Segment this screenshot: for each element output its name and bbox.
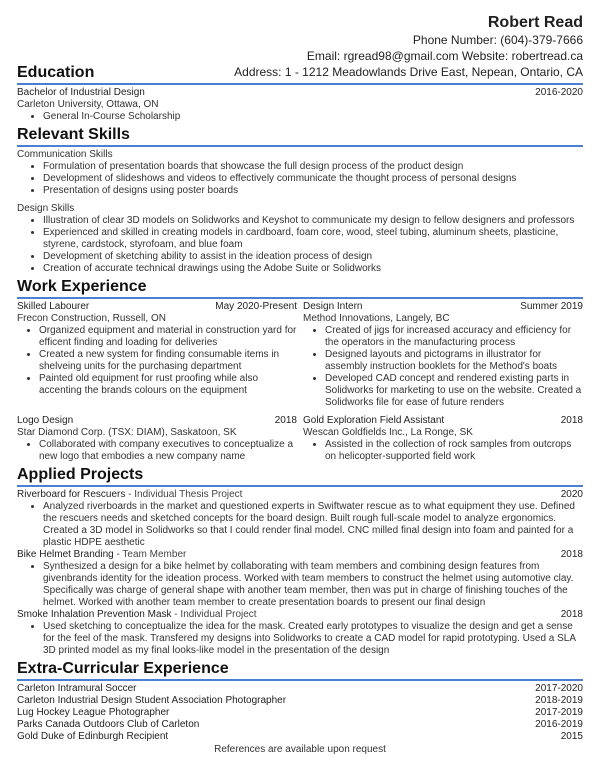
skill-bullet: • Formulation of presentation boards that showcase the full design process of the product design <box>43 161 583 173</box>
job-company: Wescan Goldfields Inc., La Ronge, SK <box>303 427 473 438</box>
education-section <box>17 87 583 123</box>
project-dates: 2018 <box>560 549 583 560</box>
references-note: References are available upon request <box>214 744 386 755</box>
section-divider <box>17 145 583 147</box>
extra-label: Gold Duke of Edinburgh Recipient <box>17 731 169 742</box>
extra-item <box>17 719 583 731</box>
extra-dates: 2015 <box>560 731 583 742</box>
project-bullet: • Analyzed riverboards in the market and questioned experts in Swiftwater rescue as to what equipment they use. Defined the rescuers needs and sketched concepts for the board design. Built rough full-scale model to analyze ergonomics. Created a 3D model in Solidworks so that I could render final model. CNC milled final design into foam and painted for a plastic HDPE aesthetic <box>43 501 583 549</box>
job-company: Frecon Construction, Russell, ON <box>17 313 166 324</box>
skill-bullet: • Presentation of designs using poster boards <box>43 185 583 197</box>
projects-heading: Applied Projects <box>17 466 144 483</box>
extra-dates: 2017-2019 <box>535 707 583 718</box>
communication-skills-title: Communication Skills <box>17 149 113 160</box>
extra-item <box>17 695 583 707</box>
job-title: Skilled Labourer <box>17 301 90 312</box>
skill-bullet: • Experienced and skilled in creating models in cardboard, foam core, wood, steel tubing, aluminum sheets, plasticine, styrene, cardstock, styrofoam, and blue foam <box>43 227 583 251</box>
job-bullet: • Created a new system for finding consumable items in shelveing units for the purchasing department <box>39 349 297 373</box>
job-company: Method Innovations, Langely, BC <box>303 313 450 324</box>
job-dates: May 2020-Present <box>215 301 297 312</box>
degree: Bachelor of Industrial Design <box>17 87 145 98</box>
project-dates: 2020 <box>560 489 583 500</box>
job-title: Gold Exploration Field Assistant <box>303 415 445 426</box>
degree-dates: 2016-2020 <box>535 87 583 98</box>
skill-bullet: • Creation of accurate technical drawings using the Adobe Suite or Solidworks <box>43 263 583 275</box>
job-bullet: • Painted old equipment for rust proofing while also accenting the brands colours on the equipment <box>39 373 297 397</box>
skill-bullet: • Development of slideshows and videos to effectively communicate the thought process of personal designs <box>43 173 583 185</box>
extra-label: Carleton Intramural Soccer <box>17 683 137 694</box>
project-title: Bike Helmet Branding <box>17 549 114 560</box>
job-title: Logo Design <box>17 415 74 426</box>
extra-dates: 2017-2020 <box>535 683 583 694</box>
section-divider <box>17 83 583 85</box>
skill-bullet: • Development of sketching ability to assist in the ideation process of design <box>43 251 583 263</box>
job-entry <box>17 415 297 463</box>
project-dates: 2018 <box>560 609 583 620</box>
resume-page <box>17 14 583 756</box>
extra-item <box>17 683 583 695</box>
extra-label: Carleton Industrial Design Student Association Photographer <box>17 695 287 706</box>
extra-label: Parks Canada Outdoors Club of Carleton <box>17 719 200 730</box>
education-bullet: • General In-Course Scholarship <box>43 111 583 123</box>
candidate-name: Robert Read <box>487 14 583 31</box>
job-entry <box>17 301 297 409</box>
project-role: - Team Member <box>113 549 187 560</box>
job-bullet: • Developed CAD concept and rendered existing parts in Solidworks for marketing to use on the website. Created a Solidworks file for ease of future renders <box>325 373 583 409</box>
skills-heading: Relevant Skills <box>17 126 130 143</box>
project-title: Smoke Inhalation Prevention Mask <box>17 609 172 620</box>
address-line: Address: 1 - 1212 Meadowlands Drive East, Nepean, Ontario, CA <box>234 65 583 79</box>
job-dates: 2018 <box>560 415 583 426</box>
design-skills-title: Design Skills <box>17 203 75 214</box>
section-divider <box>17 297 583 299</box>
job-entry <box>303 301 583 409</box>
project-title: Riverboard for Rescuers <box>17 489 126 500</box>
project-entry <box>17 489 583 549</box>
extra-dates: 2016-2019 <box>535 719 583 730</box>
extra-item <box>17 707 583 719</box>
project-entry <box>17 609 583 657</box>
school: Carleton University, Ottawa, ON <box>17 99 159 110</box>
section-divider <box>17 679 583 681</box>
project-entry <box>17 549 583 609</box>
job-bullet: • Organized equipment and material in construction yard for efficent finding and loading for deliveries <box>39 325 297 349</box>
project-role: - Individual Thesis Project <box>125 489 243 500</box>
extra-label: Lug Hockey League Photographer <box>17 707 170 718</box>
job-dates: Summer 2019 <box>520 301 583 312</box>
job-bullet: • Collaborated with company executives to conceptualize a new logo that embodies a new company name <box>39 439 297 463</box>
job-title: Design Intern <box>303 301 363 312</box>
project-bullet: • Synthesized a design for a bike helmet by collaborating with team members and combining design features from givenbrands identity for the ideation process. Worked with team members to construct the helmet using automotive clay. Specifically was charge of general shape with another team member, then was put in charge of finishing touches of the helmet. Worked with another team member to create presentation boards to present our final design <box>43 561 583 609</box>
extra-dates: 2018-2019 <box>535 695 583 706</box>
job-company: Star Diamond Corp. (TSX: DIAM), Saskatoon, SK <box>17 427 237 438</box>
contact-block <box>17 14 583 64</box>
skill-bullet: • Illustration of clear 3D models on Solidworks and Keyshot to communicate my design to fellow designers and professors <box>43 215 583 227</box>
phone-line: Phone Number: (604)-379-7666 <box>412 33 583 47</box>
job-dates: 2018 <box>274 415 297 426</box>
job-bullet: • Created of jigs for increased accuracy and efficiency for the operators in the manufacturing process <box>325 325 583 349</box>
education-heading: Education <box>17 64 95 81</box>
job-entry <box>303 415 583 463</box>
project-role: - Individual Project <box>171 609 257 620</box>
project-bullet: • Used sketching to conceptualize the idea for the mask. Created early prototypes to visualize the design and get a sense for the feel of the mask. Transfered my designs into Solidworks to create a CAD model for rapid prototyping. Used a SLA 3D printed model as my final looks-like model in the presentation of the design <box>43 621 583 657</box>
extra-heading: Extra-Curricular Experience <box>17 660 229 677</box>
work-heading: Work Experience <box>17 278 147 295</box>
job-bullet: • Assisted in the collection of rock samples from outcrops on helicopter-supported field work <box>325 439 583 463</box>
extra-item <box>17 731 583 743</box>
email-website-line: Email: rgread98@gmail.com Website: robertread.ca <box>306 49 583 63</box>
job-bullet: • Designed layouts and pictograms in illustrator for assembly instruction booklets for the Method's boats <box>325 349 583 373</box>
section-divider <box>17 485 583 487</box>
